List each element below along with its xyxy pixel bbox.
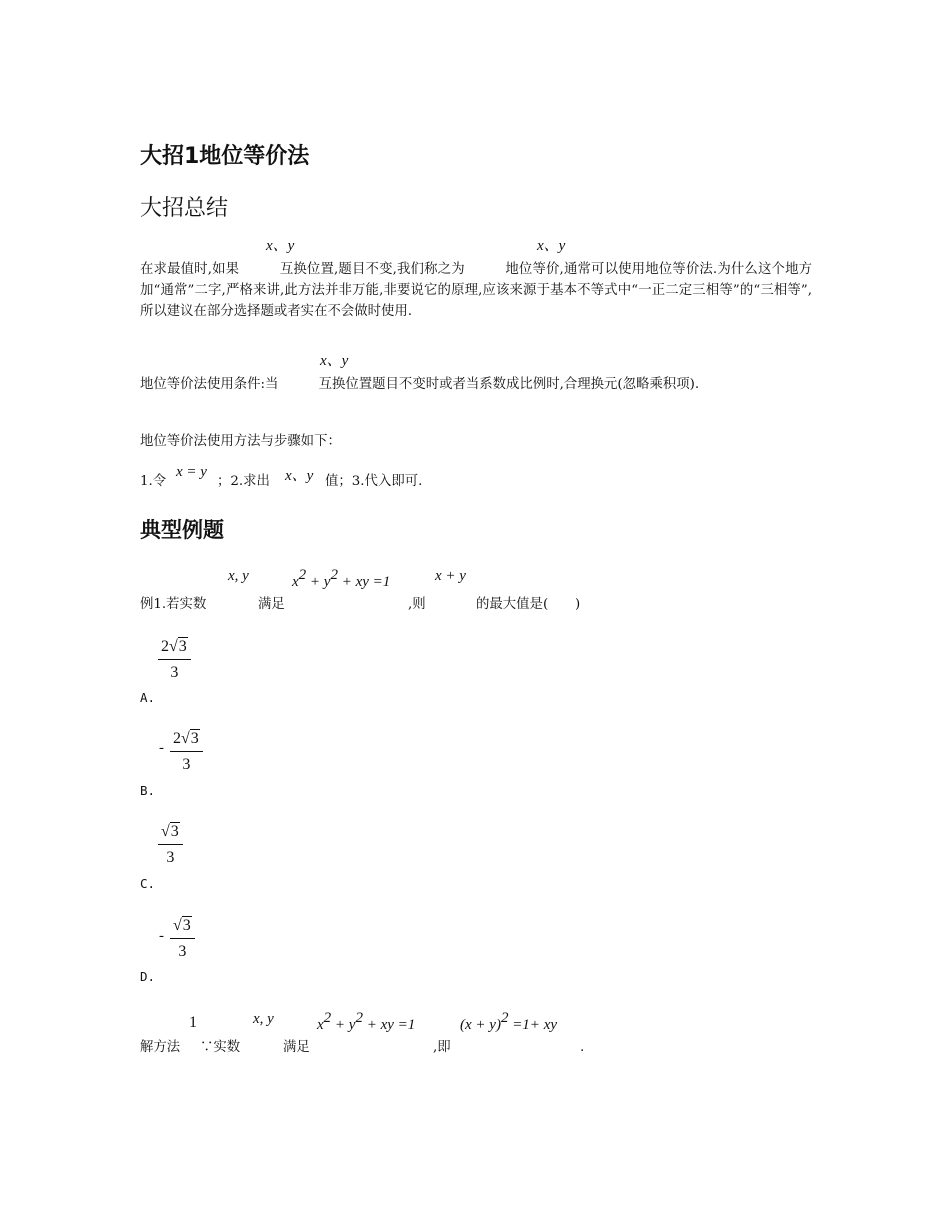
section-heading-examples: 典型例题 (140, 518, 224, 542)
example-1-mid1: 满足 (258, 597, 285, 612)
math-xy-5: x, y (228, 568, 249, 584)
solution-method-number: 1 (189, 1014, 197, 1031)
step-1-text: 1.令 (140, 474, 167, 489)
example-1-prefix: 例1.若实数 (140, 597, 207, 612)
option-b-label: B. (140, 783, 156, 798)
method-paragraph: 地位等价法使用方法与步骤如下： (140, 434, 341, 449)
summary-paragraph: 在求最值时,如果 互换位置,题目不变,我们称之为 地位等价,通常可以使用地位等价法.为什么这个地方加“通常”二字,严格来讲,此方法并非万能,非要说它的原理,应该来源于基本不等式中“一正二定三相等”的“三相等”,所以建议在部分选择题或者实在不会做时使用. (140, 262, 812, 319)
math-xy-4: x、y (285, 468, 314, 484)
section-heading-summary: 大招总结 (140, 196, 229, 221)
option-d-label: D. (140, 969, 156, 984)
option-c-label: C. (140, 876, 156, 891)
option-d-sign: - (159, 928, 164, 944)
solution-end: . (580, 1040, 585, 1055)
option-b-sign: - (159, 740, 164, 756)
option-a-fraction: $\frac{2√3}{3}$ (158, 637, 191, 684)
solution-because: ∵实数 (200, 1040, 241, 1055)
math-x-plus-y: x + y (435, 568, 466, 584)
math-xy-1: x、y (266, 238, 295, 254)
example-1-suffix: 的最大值是( ) (476, 597, 581, 612)
option-b-fraction: $\frac{2√3}{3}$ (170, 729, 203, 776)
condition-paragraph: 地位等价法使用条件:当 互换位置题目不变时或者当系数成比例时,合理换元(忽略乘积项). (140, 377, 700, 392)
step-3-text: 值；3.代入即可. (325, 474, 423, 489)
step-2-text: ；2.求出 (217, 474, 270, 489)
solution-mid1: 满足 (283, 1040, 310, 1055)
solution-prefix: 解方法 (140, 1040, 181, 1055)
option-d-fraction: $\frac{√3}{3}$ (170, 916, 195, 963)
math-constraint: $x^2 + y^2$ + xy =1 (292, 567, 391, 590)
solution-mid2: ,即 (433, 1040, 451, 1055)
option-c-fraction: $\frac{√3}{3}$ (158, 822, 183, 869)
page-title: 大招1地位等价法 (140, 144, 310, 169)
math-xy-6: x, y (253, 1011, 274, 1027)
math-square-identity: $(x + y)^2 =1+$ xy (460, 1010, 558, 1033)
math-xy-3: x、y (320, 353, 349, 369)
math-x-equals-y: x = y (176, 464, 207, 480)
math-xy-2: x、y (537, 238, 566, 254)
math-constraint-2: $x^2 + y^2$ + xy =1 (317, 1010, 416, 1033)
option-a-label: A. (140, 690, 156, 705)
example-1-mid2: ,则 (408, 597, 426, 612)
